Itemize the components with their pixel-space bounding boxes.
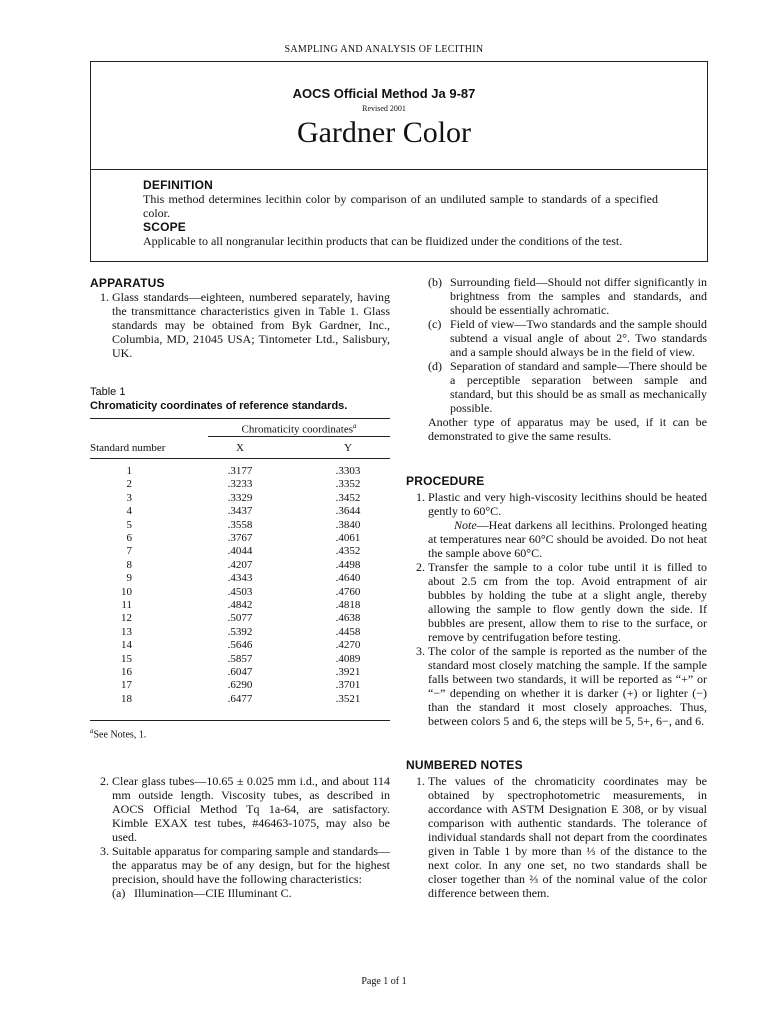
x-cell: .4343 — [227, 572, 253, 585]
definition-text: This method determines lecithin color by comparison of an undiluted sample to standards of a specified color. — [143, 192, 658, 220]
title-divider — [91, 169, 707, 170]
table-row — [90, 559, 390, 572]
group-rule — [208, 436, 390, 437]
table-row — [90, 572, 390, 585]
y-cell: .4089 — [335, 652, 361, 665]
y-cell: .4061 — [335, 532, 361, 544]
notes-item-1: 1. The values of the chromaticity coordinates may be obtained by spectrophotometric measurements, in accordance with ASTM Designation E 308, or by visual comparison with authentic standards. The tolerance of individual standards shall not depart from the coordinates given in Table 1 by more than ⅓ of the distance to the next color. In any one set, no two standards shall be closer together than ⅔ of the nominal value of the color difference between them. — [416, 774, 707, 900]
revised-note: Revised 2001 — [362, 104, 406, 113]
x-cell: .3233 — [227, 478, 253, 491]
table-row — [90, 599, 390, 612]
y-cell: .3352 — [335, 478, 361, 491]
x-cell: .3437 — [227, 505, 253, 518]
y-cell: .4498 — [335, 558, 361, 571]
table-row — [90, 532, 390, 545]
apparatus-item-2: 2. Clear glass tubes—10.65 ± 0.025 mm i.d., and about 114 mm outside length. Viscosity tubes, as described in AOCS Official Method Tq 1a-64, are satisfactory. Kimble EXAX test tubes, #46463-1075, may also be used. — [100, 774, 390, 844]
method-number: AOCS Official Method Ja 9-87 — [292, 86, 476, 101]
apparatus-item-3b: (b) Surrounding field—Should not differ significantly in brightness from the samples and standards, and should be essentially achromatic. — [428, 275, 707, 317]
standard-number-cell: 8 — [126, 558, 132, 571]
standard-number-cell: 15 — [121, 652, 132, 665]
apparatus-item-3d: (d) Separation of standard and sample—There should be a perceptible separation between sample and standard, but this should be as small as mechanically possible. — [428, 359, 707, 415]
standard-number-cell: 10 — [121, 585, 132, 598]
standard-number-cell: 14 — [121, 639, 132, 652]
x-cell: .6477 — [227, 692, 253, 705]
table-footnote — [90, 727, 146, 740]
standard-number-cell: 11 — [121, 599, 132, 611]
table-caption — [90, 385, 390, 413]
apparatus-other: Another type of apparatus may be used, if it can be demonstrated to give the same results. — [428, 415, 707, 443]
procedure-item-2: 2. Transfer the sample to a color tube until it is filled to about 2.5 cm from the top. Avoid entrapment of air bubbles by holding the tube at a slight angle, thereby allowing the sample to flow gently down the side. If bubbles are present, allow them to rise to the surface, or remove by centrifugation before testing. — [416, 560, 707, 644]
group-header — [208, 422, 390, 436]
standard-number-cell: 9 — [126, 572, 132, 585]
group-header-note: a — [353, 422, 357, 430]
table-label: Table 1 — [90, 386, 126, 398]
y-cell: .4458 — [335, 625, 361, 638]
standard-number-cell: 7 — [126, 545, 132, 558]
apparatus-item-1: 1. Glass standards—eighteen, numbered separately, having the transmittance characteristics given in Table 1. Glass standards may be obtained from Byk Gardner, Inc., Columbia, MD, 21045 USA; Tintometer Ltd., Salisbury, UK. — [100, 290, 390, 360]
table-row — [90, 586, 390, 599]
table-top-rule — [90, 418, 390, 419]
y-cell: .4760 — [335, 585, 361, 598]
apparatus-continued — [90, 774, 390, 900]
table-row — [90, 519, 390, 532]
x-cell: .5857 — [227, 652, 253, 665]
y-cell: .3521 — [335, 692, 361, 705]
notes-section — [406, 758, 707, 900]
table-row — [90, 545, 390, 558]
footnote-mark: a — [90, 727, 94, 735]
x-cell: .6047 — [227, 666, 253, 678]
col-y: Y — [344, 442, 352, 454]
col-x: X — [236, 442, 244, 454]
standard-number-cell: 4 — [126, 505, 132, 518]
apparatus-item-3: 3. Suitable apparatus for comparing sample and standards—the apparatus may be of any design, but for the highest precision, should have the following characteristics: — [100, 844, 390, 886]
table-row — [90, 612, 390, 625]
standard-number-cell: 12 — [121, 612, 132, 625]
table-row — [90, 693, 390, 706]
x-cell: .3767 — [227, 532, 253, 544]
table-row — [90, 666, 390, 679]
notes-item-1-text: The values of the chromaticity coordinates may be obtained by spectrophotometric measurements, in accordance with ASTM Designation E 308, or by visual comparison with authentic standards. The tolerance of individual standards shall not depart from the coordinates given in Table 1 by more than ⅓ of the distance to the next color. In any one set, no two standards shall be closer together than ⅔ of the nominal value of the color difference between them. — [428, 774, 707, 900]
definition-section — [143, 178, 658, 248]
x-cell: .3177 — [227, 465, 253, 477]
standard-number-cell: 5 — [126, 518, 132, 531]
table-row — [90, 492, 390, 505]
x-cell: .5392 — [227, 625, 253, 638]
table-bottom-rule — [90, 720, 390, 721]
apparatus-item-3a: (a) Illumination—CIE Illuminant C. — [112, 886, 292, 900]
apparatus-item-3a-text: Illumination—CIE Illuminant C. — [134, 886, 292, 900]
x-cell: .4842 — [227, 599, 253, 611]
standard-number-cell: 2 — [126, 478, 132, 491]
x-cell: .5077 — [227, 612, 253, 625]
x-cell: .4044 — [227, 545, 253, 558]
y-cell: .3452 — [335, 491, 361, 504]
table-row — [90, 653, 390, 666]
col-standard-number: Standard number — [90, 442, 166, 454]
table-title: Chromaticity coordinates of reference standards. — [90, 400, 348, 412]
x-cell: .4503 — [227, 585, 253, 598]
scope-heading: SCOPE — [143, 220, 187, 234]
standard-number-cell: 3 — [126, 491, 132, 504]
apparatus-item-2-text: Clear glass tubes—10.65 ± 0.025 mm i.d., and about 114 mm outside length. Viscosity tubes, as described in AOCS Official Method Tq 1a-64, are satisfactory. Kimble EXAX test tubes, #46463-1075, may also be used. — [112, 774, 390, 844]
page-number: Page 1 of 1 — [361, 976, 407, 987]
table-row — [90, 626, 390, 639]
procedure-note — [406, 518, 707, 560]
y-cell: .4352 — [335, 545, 361, 558]
procedure-item-2-text: Transfer the sample to a color tube until it is filled to about 2.5 cm from the top. Avoid entrapment of air bubbles by holding the tube at a slight angle, thereby allowing the sample to flow gently down the side. If bubbles are present, allow them to rise to the surface, or remove by centrifugation before testing. — [428, 560, 707, 644]
apparatus-item-3-text: Suitable apparatus for comparing sample and standards—the apparatus may be of any design, but for the highest precision, should have the following characteristics: — [112, 844, 390, 886]
header-rule — [90, 458, 390, 459]
procedure-item-3-text: The color of the sample is reported as the number of the standard most closely matching the sample. If the sample falls between two standards, it will be reported as “+” or “−” depending on whether it is darker (+) or lighter (−) than the standard it most closely approaches. Thus, between colors 5 and 6, the steps will be 5, 5+, 6−, and 6. — [428, 644, 707, 728]
definition-heading: DEFINITION — [143, 178, 213, 192]
table-row — [90, 505, 390, 518]
scope-text: Applicable to all nongranular lecithin products that can be fluidized under the conditions of the test. — [143, 234, 623, 248]
apparatus-item-3c: (c) Field of view—Two standards and the sample should subtend a visual angle of about 2°. Two standards and a sample should always be in the field of view. — [428, 317, 707, 359]
table-row — [90, 679, 390, 692]
apparatus-heading: APPARATUS — [90, 276, 165, 290]
x-cell: .3329 — [227, 491, 253, 504]
notes-heading: NUMBERED NOTES — [406, 758, 523, 772]
table-row — [90, 639, 390, 652]
apparatus-right — [428, 275, 707, 443]
standard-number-cell: 6 — [126, 532, 132, 544]
x-cell: .5646 — [227, 639, 253, 652]
page-title: Gardner Color — [296, 116, 472, 149]
note-text: —Heat darkens all lecithins. Prolonged heating at temperatures near 60°C should be avoided. Do not heat the sample above 60°C. — [428, 518, 707, 560]
apparatus-item-3d-text: Separation of standard and sample—There should be a perceptible separation between sample and standard, but this should be as small as mechanically possible. — [450, 359, 707, 415]
table-row — [90, 478, 390, 491]
y-cell: .3840 — [335, 518, 361, 531]
y-cell: .4818 — [335, 599, 361, 611]
x-cell: .4207 — [227, 558, 253, 571]
x-cell: .3558 — [227, 518, 253, 531]
chromaticity-table — [90, 414, 390, 744]
procedure-item-3: 3. The color of the sample is reported as the number of the standard most closely matching the sample. If the sample falls between two standards, it will be reported as “+” or “−” depending on whether it is darker (+) or lighter (−) than the standard it most closely approaches. Thus, between colors 5 and 6, the steps will be 5, 5+, 6−, and 6. — [416, 644, 707, 728]
standard-number-cell: 16 — [121, 666, 132, 678]
x-cell: .6290 — [227, 679, 253, 692]
y-cell: .3701 — [335, 679, 361, 692]
standard-number-cell: 18 — [121, 692, 132, 705]
running-header: SAMPLING AND ANALYSIS OF LECITHIN — [284, 44, 484, 55]
apparatus-section — [90, 276, 390, 360]
standard-number-cell: 13 — [121, 625, 132, 638]
y-cell: .3303 — [335, 465, 361, 477]
footnote-text: See Notes, 1. — [93, 729, 147, 741]
note-label: Note — [454, 518, 477, 532]
apparatus-item-3c-text: Field of view—Two standards and the sample should subtend a visual angle of about 2°. Two standards and a sample should always be in the field of view. — [450, 317, 707, 359]
y-cell: .4638 — [335, 612, 361, 625]
procedure-section — [406, 474, 707, 728]
table-row — [90, 465, 390, 478]
procedure-item-1: 1. Plastic and very high-viscosity lecithins should be heated gently to 60°C. — [416, 490, 707, 518]
standard-number-cell: 1 — [126, 465, 132, 477]
y-cell: .3921 — [335, 666, 361, 678]
y-cell: .3644 — [335, 505, 361, 518]
apparatus-item-1-text: Glass standards—eighteen, numbered separately, having the transmittance characteristics given in Table 1. Glass standards may be obtained from Byk Gardner, Inc., Columbia, MD, 21045 USA; Tintometer Ltd., Salisbury, UK. — [112, 290, 390, 360]
procedure-item-1-text: Plastic and very high-viscosity lecithins should be heated gently to 60°C. — [428, 490, 707, 518]
y-cell: .4270 — [335, 639, 361, 652]
standard-number-cell: 17 — [121, 679, 132, 692]
procedure-heading: PROCEDURE — [406, 474, 485, 488]
apparatus-item-3b-text: Surrounding field—Should not differ significantly in brightness from the samples and standards, and should be essentially achromatic. — [450, 275, 707, 317]
y-cell: .4640 — [335, 572, 361, 585]
group-header-text: Chromaticity coordinates — [241, 423, 353, 436]
